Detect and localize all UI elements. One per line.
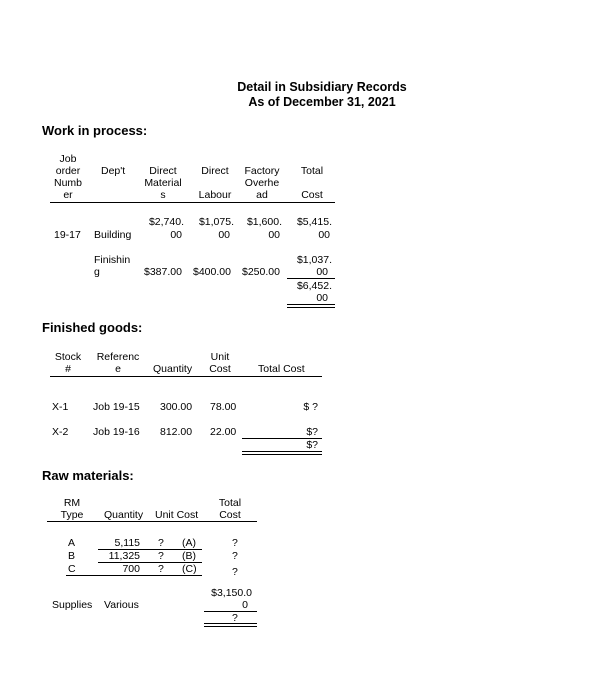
rm-rowA-qty: 5,115 [114,537,140,549]
wip-row1-dept: Building [94,229,132,241]
rm-rowA-unit-ref: (A) [182,537,196,549]
fg-row1-stock: X-1 [52,401,69,413]
fg-row2-total: $? [306,426,318,438]
fg-header-rule [50,376,322,377]
rm-rowC-qty: 700 [122,563,140,575]
rm-rowA-type: A [68,537,76,549]
rm-rowB-qty: 11,325 [108,550,140,562]
rm-rowC-unit-ref: (C) [182,563,197,575]
col-rm-total-2: Cost [219,509,241,521]
wip-row1-dm: $2,740. [148,216,184,228]
fg-grand-total: $? [306,439,318,451]
wip-total-double-rule [287,304,335,308]
rm-heading: Raw materials: [42,468,134,483]
rm-rowC-type: C [68,563,76,575]
col-dm-2: Material [144,177,182,189]
fg-row1-ref: Job 19-15 [93,401,140,413]
wip-grand-total: $6,452. [296,280,332,292]
wip-row1-dl: $1,075. [198,216,234,228]
col-foh-3: ad [256,189,268,201]
col-dept: Dep't [101,165,126,177]
rm-subtotal-rule [204,611,257,612]
rm-supplies-label: Supplies [52,599,93,611]
wip-row2-total: $1,037. [296,254,332,266]
rm-rowB-type: B [68,550,76,562]
rm-total-double-rule [204,623,257,627]
wip-header-rule [50,202,335,203]
col-rm-qty: Quantity [104,509,144,521]
wip-row2-dl: $400.00 [193,266,231,278]
col-rm-unit: Unit Cost [155,509,199,521]
wip-row2-total-cents: 00 [316,266,328,278]
fg-row1-qty: 300.00 [160,401,193,413]
fg-row2-unit: 22.00 [210,426,237,438]
rm-supplies-total: $3,150.0 [211,587,252,599]
rm-rowC-unit-q: ? [158,563,164,575]
col-ref-2: e [115,363,121,375]
col-total-2: Cost [301,189,323,201]
rm-supplies-total-cents: 0 [242,599,248,611]
rm-rowC-total: ? [232,566,238,578]
rm-grand-total: ? [232,612,238,624]
fg-heading: Finished goods: [42,320,143,335]
rm-rowB-unit-ref: (B) [182,550,196,562]
col-job-3: Numb [53,177,82,189]
wip-row1-foh-cents: 00 [268,229,280,241]
rm-rowC-rule [66,575,202,576]
wip-row2-dm: $387.00 [144,266,182,278]
report-date: As of December 31, 2021 [248,95,396,109]
col-unit-1: Unit [210,351,230,363]
wip-row1-foh: $1,600. [246,216,282,228]
wip-row1-total-cents: 00 [318,229,330,241]
fg-row2-stock: X-2 [52,426,69,438]
report-title: Detail in Subsidiary Records [237,80,407,94]
col-ref-1: Referenc [96,351,140,363]
wip-subtotal-rule [287,278,335,279]
wip-row2-dept: Finishin [94,254,131,266]
wip-heading: Work in process: [42,123,148,138]
wip-grand-total-cents: 00 [316,292,328,304]
col-dl-2: Labour [198,189,232,201]
col-stock-2: # [65,363,71,375]
fg-row1-unit: 78.00 [210,401,237,413]
col-foh-2: Overhe [244,177,280,189]
col-stock-1: Stock [54,351,82,363]
fg-row2-ref: Job 19-16 [93,426,140,438]
col-dm-1: Direct [149,165,177,177]
col-job-4: er [63,189,73,201]
col-dl-1: Direct [201,165,229,177]
wip-row2-foh: $250.00 [242,266,280,278]
wip-row1-total: $5,415. [296,216,332,228]
col-job-1: Job [59,153,77,165]
wip-row1-dl-cents: 00 [218,229,230,241]
col-rm-2: Type [60,509,84,521]
col-total-1: Total [300,165,324,177]
wip-row1-dm-cents: 00 [170,229,182,241]
rm-header-rule [47,521,257,522]
col-rm-total-1: Total [218,497,242,509]
rm-rowB-total: ? [232,550,238,562]
rm-rowB-unit-q: ? [158,550,164,562]
rm-rowA-unit-q: ? [158,537,164,549]
col-unit-2: Cost [209,363,231,375]
fg-row1-total: $ ? [303,401,318,413]
fg-row2-qty: 812.00 [160,426,193,438]
col-rm-1: RM [63,497,81,509]
wip-row1-job: 19-17 [54,229,81,241]
col-qty: Quantity [153,363,193,375]
col-total-cost: Total Cost [258,363,305,375]
rm-rowA-total: ? [232,537,238,549]
rm-supplies-qty: Various [104,599,139,611]
col-foh-1: Factory [244,165,280,177]
col-job-2: order [55,165,81,177]
col-dm-3: s [160,189,166,201]
fg-total-double-rule [242,451,322,455]
wip-row2-dept-2: g [94,266,100,278]
